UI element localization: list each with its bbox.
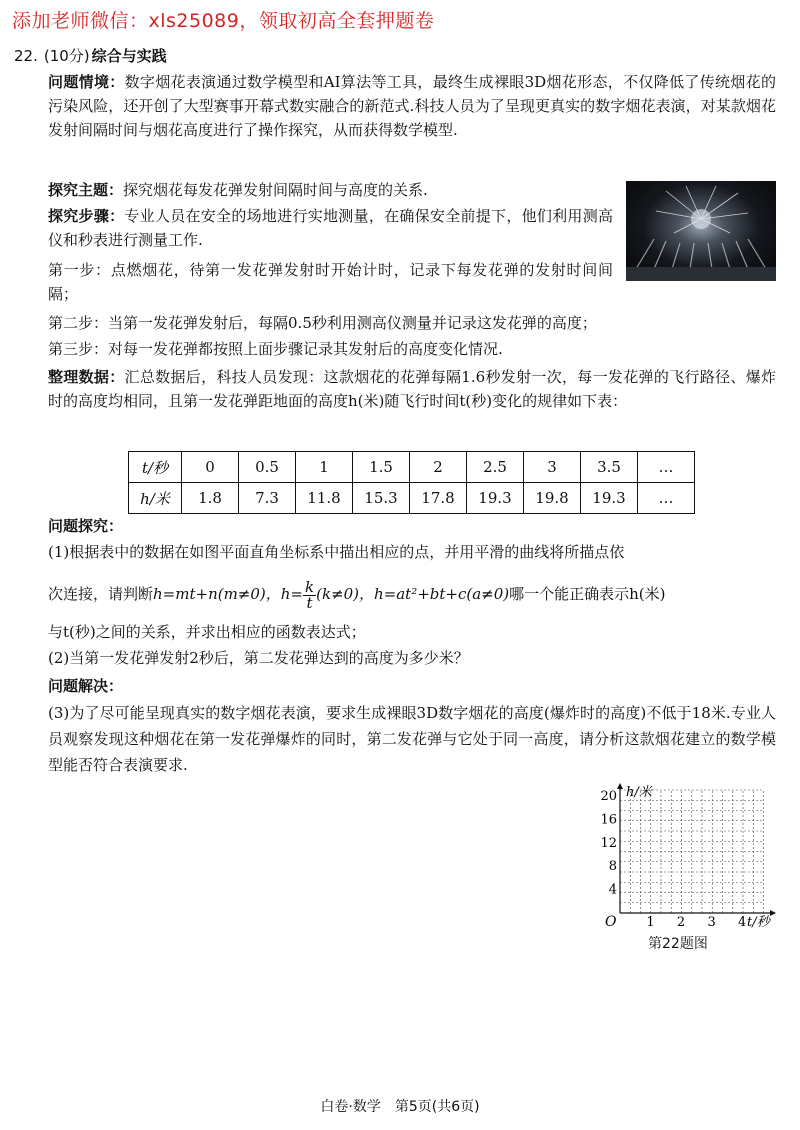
table-cell: 15.3 (353, 483, 410, 514)
x-tick-label: 2 (676, 915, 686, 930)
topic-paragraph (48, 178, 618, 202)
y-tick-label: 12 (600, 835, 617, 851)
table-header-h: h/米 (129, 483, 182, 514)
table-cell: … (638, 452, 695, 483)
formula-quadratic: h=at²+bt+c(a≠0) (374, 585, 510, 603)
scenario-text: 数字烟花表演通过数学模型和AI算法等工具，最终生成裸眼3D烟花形态，不仅降低了传统烟花的污染风险，还开创了大型赛事开幕式数实融合的新范式.科技人员为了呈现更真实的数字烟花表演，对某款烟花发射间隔时间与烟花高度进行了操作探究，从而获得数学模型. (48, 73, 776, 139)
figure-caption: 第22题图 (648, 936, 708, 952)
topic-label: 探究主题： (48, 181, 124, 199)
y-axis-label: h/米 (626, 785, 652, 800)
question-score: (10分) (43, 47, 90, 65)
table-cell: 3 (524, 452, 581, 483)
question-header (14, 45, 167, 66)
table-row-t (129, 452, 695, 483)
table-header-t: t/秒 (129, 452, 182, 483)
formula-linear: h=mt+n(m≠0)， (153, 585, 281, 603)
table-cell: 7.3 (239, 483, 296, 514)
y-tick-label: 4 (608, 882, 617, 898)
y-tick-label: 16 (600, 812, 617, 828)
step-one: 第一步：点燃烟花，待第一发花弹发射时开始计时，记录下每发花弹的发射时间间隔； (48, 261, 613, 303)
question-number: 22. (14, 47, 38, 65)
scenario-paragraph (48, 70, 776, 142)
table-cell: 2 (410, 452, 467, 483)
step-two: 第二步：当第一发花弹发射后，每隔0.5秒利用测高仪测量并记录这发花弹的高度； (48, 314, 597, 332)
table-cell: 19.3 (467, 483, 524, 514)
steps-text: 专业人员在安全的场地进行实地测量，在确保安全前提下，他们利用测高仪和秒表进行测量工作. (48, 207, 613, 249)
table-row-h (129, 483, 695, 514)
origin-label: O (605, 914, 617, 930)
steps-label: 探究步骤： (48, 207, 125, 225)
formula-inverse: (k≠0)， (316, 585, 374, 603)
table-cell: 3.5 (581, 452, 638, 483)
topic-text: 探究烟花每发花弹发射间隔时间与高度的关系. (123, 181, 428, 199)
formula-fraction: $\frac{k}{t}$ (305, 577, 315, 612)
table-cell: 0 (182, 452, 239, 483)
y-tick-label: 8 (608, 859, 617, 875)
table-cell: 19.3 (581, 483, 638, 514)
organize-text: 汇总数据后，科技人员发现：这款烟花的花弹每隔1.6秒发射一次，每一发花弹的飞行路径、爆炸时的高度均相同，且第一发花弹距地面的高度h(米)随飞行时间t(秒)变化的规律如下表： (48, 368, 776, 410)
organize-paragraph (48, 365, 776, 413)
y-axis-arrow (617, 783, 623, 789)
y-tick-label: 20 (600, 789, 617, 804)
question-title: 综合与实践 (91, 47, 167, 65)
fireworks-photo (626, 181, 776, 281)
page-footer: 白卷·数学 第5页(共6页) (320, 1099, 480, 1115)
table-cell: 1.5 (353, 452, 410, 483)
table-cell: … (638, 483, 695, 514)
x-tick-label: 3 (707, 915, 716, 930)
question-1-line-3: 与t(秒)之间的关系，并求出相应的函数表达式； (48, 623, 366, 641)
question-1-line-1: (1)根据表中的数据在如图平面直角坐标系中描出相应的点，并用平滑的曲线将所描点依 (48, 543, 625, 561)
table-cell: 0.5 (239, 452, 296, 483)
scenario-label: 问题情境： (48, 73, 125, 91)
question-1-line-2: 次连接，请判断h=mt+n(m≠0)，h= $\frac{k}{t}$ (k≠0)，h=at²+bt+c(a≠0)哪一个能正确表示h(米) (48, 577, 666, 612)
x-tick-label: 4 (737, 915, 747, 930)
table-cell: 2.5 (467, 452, 524, 483)
table-cell: 11.8 (296, 483, 353, 514)
table-cell: 1 (296, 452, 353, 483)
table-cell: 17.8 (410, 483, 467, 514)
steps-paragraph (48, 204, 613, 252)
table-cell: 19.8 (524, 483, 581, 514)
x-axis-arrow (770, 910, 776, 916)
question-3: (3)为了尽可能呈现真实的数字烟花表演，要求生成裸眼3D数字烟花的高度(爆炸时的高度)不低于18米.专业人员观察发现这种烟花在第一发花弹爆炸的同时，第二发花弹与它处于同一高度，请分析这款烟花建立的数学模型能否符合表演要求. (48, 704, 776, 774)
coordinate-grid (588, 783, 780, 931)
organize-label: 整理数据： (48, 368, 125, 386)
table-cell: 1.8 (182, 483, 239, 514)
explore-label: 问题探究： (48, 517, 124, 535)
x-axis-label: t/秒 (747, 915, 770, 930)
grid-lines (620, 790, 764, 913)
x-tick-label: 1 (646, 915, 655, 930)
watermark: 添加老师微信：xls25089，领取初高全套押题卷 (12, 10, 435, 32)
question-2: (2)当第一发花弹发射2秒后，第二发花弹达到的高度为多少米？ (48, 649, 469, 667)
data-table (128, 451, 695, 514)
solve-label: 问题解决： (48, 677, 124, 695)
step-three: 第三步：对每一发花弹都按照上面步骤记录其发射后的高度变化情况. (48, 340, 503, 358)
